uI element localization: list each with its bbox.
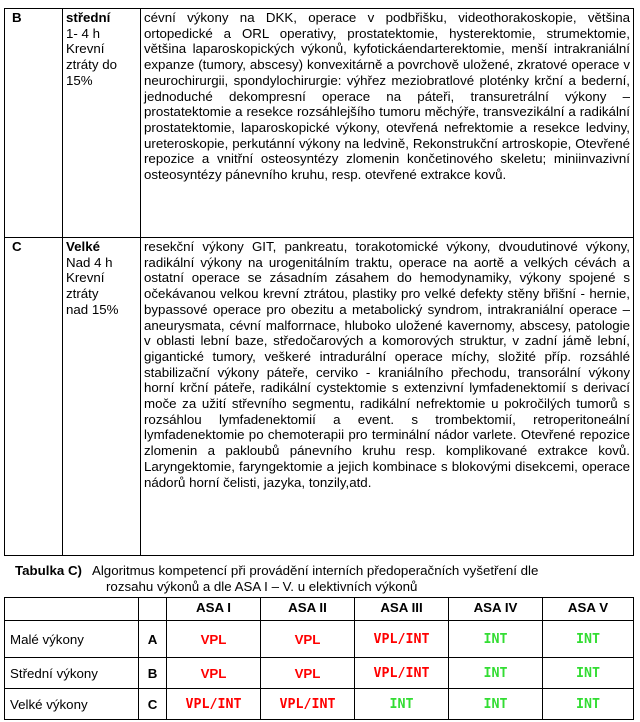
competence-cell: VPL <box>167 621 261 658</box>
header-asa-2: ASA II <box>261 598 355 621</box>
category-name: Velké <box>66 239 101 254</box>
category-blood-label: ztráty do <box>66 57 117 73</box>
category-blood-label: ztráty <box>66 286 99 302</box>
competence-cell: VPL/INT <box>261 689 355 720</box>
competence-cell: INT <box>355 689 449 720</box>
header-cell-empty <box>139 598 167 621</box>
header-asa-3: ASA III <box>355 598 449 621</box>
competence-cell: VPL <box>261 658 355 689</box>
surgery-categories-table <box>4 8 634 556</box>
competence-cell: VPL <box>167 658 261 689</box>
category-info <box>63 9 141 238</box>
competence-cell: VPL/INT <box>355 658 449 689</box>
asa-header-row <box>5 598 634 621</box>
competence-cell: INT <box>449 658 543 689</box>
row-label: Velké výkony <box>5 689 139 720</box>
category-info <box>63 238 141 556</box>
competence-cell: INT <box>449 689 543 720</box>
category-blood-value: 15% <box>66 72 93 88</box>
category-description: cévní výkony na DKK, operace v podbřišku, videothorakoskopie, většina ortopedické a ORL operativy, prostatektomie, hysterektomie, strumektomie, většina laparoskopických výkonů, kyfotickáendarterektomie, menší intrakraniální expanze (tumory, abscesy) konvexitárně a povrchově uložené, zkratové operace v neurochirurgii, spondylochirurgie: výhřez meziobratlové ploténky krční a bederní, jednoduché dekompresní operace na páteři, transuretrální výkony – prostatektomie a resekce rozsáhlejšího tumoru měchýře, transvezikální a radikální prostatektomie, laparoskopické výkony, otevřená nefrektomie a resekce ledviny, ureteroskopie, perkutánní výkony na ledvině, Rekonstrukční artroskopie, Otevřené repozice a vnitřní osteosyntézy zlomenin končetinového skeletu; miniinvazivní osteosyntézy pánevního kruhu, resp. otevřené extrakce kovů. <box>141 9 634 238</box>
row-label: Střední výkony <box>5 658 139 689</box>
category-description: resekční výkony GIT, pankreatu, torakotomické výkony, dvoudutinové výkony, radikální výkony na urogenitálním traktu, operace na aortě a velkých cévách a ostatní operace se zásadním zásahem do hemodynamiky, výkony spojené s očekávanou velkou krevní ztrátou, plastiky pro velké defekty stěny břišní - hernie, bypassové operace pro obezitu a metabolický syndrom, intrakraniální operace – aneurysmata, cévní malforrnace, hluboko uložené kavernomy, abscesy, patologie v oblasti lební baze, středočarových a komorových struktur, v zadní jámě lební, gigantické tumory, veškeré intradurální operace míchy, složité příp. rozsáhlé stabilizační výkony páteře, cerviko - kraniálního přechodu, transorální výkony horní krční páteře, radikální cystektomie s extenzivní lymfadenektomií s derivací moče za užití střevního segmentu, radikální nefrektomie u pokročilých tumorů s rozsáhlou lymfadenektomií a event. s trombektomií, retroperitoneální lymfadenektomie po chemoterapii pro terminální nádor varlete. Otevřené repozice zlomenin a pakloubů pánevního kruhu resp. komplikované extrakce kovů. Laryngektomie, faryngektomie a jejich kombinace s blokovými disekcemi, operace nádorů horní čelisti, jazyka, tonzily,atd. <box>141 238 634 556</box>
category-duration: Nad 4 h <box>66 254 113 270</box>
row-letter: C <box>139 689 167 720</box>
header-asa-5: ASA V <box>543 598 634 621</box>
header-asa-4: ASA IV <box>449 598 543 621</box>
table-caption <box>15 563 635 594</box>
header-asa-1: ASA I <box>167 598 261 621</box>
row-letter: B <box>139 658 167 689</box>
asa-row-stredni <box>5 658 634 689</box>
caption-label: Tabulka C) <box>15 563 82 578</box>
caption-text-line1: Algoritmus kompetencí při provádění interních předoperačních vyšetření dle <box>91 563 539 578</box>
competence-cell: VPL/INT <box>167 689 261 720</box>
category-blood-label: Krevní <box>66 41 105 57</box>
competence-cell: INT <box>543 621 634 658</box>
competence-cell: VPL/INT <box>355 621 449 658</box>
header-cell-empty <box>5 598 139 621</box>
competence-cell: INT <box>449 621 543 658</box>
competence-cell: INT <box>543 658 634 689</box>
competence-cell: VPL <box>261 621 355 658</box>
competence-cell: INT <box>543 689 634 720</box>
category-blood-value: nad 15% <box>66 301 119 317</box>
category-code: C <box>5 238 63 556</box>
asa-row-male <box>5 621 634 658</box>
caption-text-line2: rozsahu výkonů a dle ASA I – V. u elektivních výkonů <box>106 578 418 594</box>
category-blood-label: Krevní <box>66 270 105 286</box>
category-duration: 1- 4 h <box>66 25 101 41</box>
asa-competence-table <box>4 597 634 720</box>
category-code: B <box>5 9 63 238</box>
row-label: Malé výkony <box>5 621 139 658</box>
category-name: střední <box>66 10 111 25</box>
category-row <box>5 9 634 238</box>
asa-row-velke <box>5 689 634 720</box>
row-letter: A <box>139 621 167 658</box>
category-row <box>5 238 634 556</box>
